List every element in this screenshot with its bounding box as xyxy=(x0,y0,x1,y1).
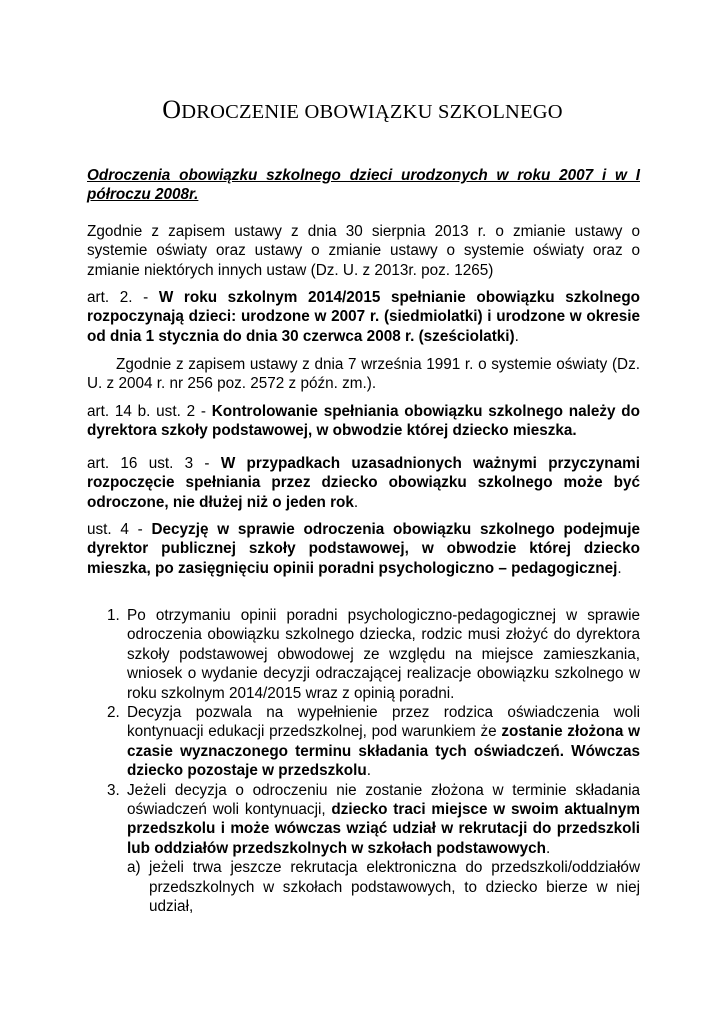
list-item-text: Jeżeli decyzja o odroczeniu nie zostanie złożona w terminie składania oświadczeń woli kontynuacji, xyxy=(127,781,640,819)
title-initial: O xyxy=(162,95,182,124)
list-item xyxy=(87,606,640,703)
art-2-text: W roku szkolnym 2014/2015 spełnianie obowiązku szkolnego rozpoczynają dzieci: urodzone w 2007 r. (siedmiolatki) i urodzone w okresie od dnia 1 stycznia do dnia 30 czerwca 2008 r. (sześciolatki) xyxy=(87,289,641,345)
list-number: 3. xyxy=(107,781,120,799)
art-14b-prefix: art. 14 b. ust. 2 - xyxy=(87,403,212,420)
sub-list-item-text: jeżeli trwa jeszcze rekrutacja elektroniczna do przedszkoli/oddziałów przedszkolnych w szkołach podstawowych, to dziecko bierze w niej udział, xyxy=(149,859,640,916)
list-item-text: Po otrzymaniu opinii poradni psychologiczno-pedagogicznej w sprawie odroczenia obowiązku szkolnego dziecka, rodzic musi złożyć do dyrektora szkoły podstawowej obwodowej ze względu na miejsce zamieszkania, wniosek o wydanie decyzji odraczającej realizacje obowiązku szkolnego w roku szkolnym 2014/2015 wraz z opinią poradni. xyxy=(127,607,640,702)
art-16-text: W przypadkach uzasadnionych ważnymi przyczynami rozpoczęcie spełniania przez dziecko obowiązku szkolnego może być odroczone, nie dłużej niż o jeden rok xyxy=(87,455,641,511)
list-item-suffix: . xyxy=(366,762,371,780)
paragraph-art-14b xyxy=(87,402,640,441)
art-14b-text: Kontrolowanie spełniania obowiązku szkolnego należy do dyrektora szkoły podstawowej, w obwodzie której dziecko mieszka. xyxy=(87,403,640,440)
paragraph-ust-4 xyxy=(87,520,640,578)
list-item-bold-text: zostanie złożona w czasie wyznaczonego terminu składania tych oświadczeń. Wówczas dziecko pozostaje w przedszkolu xyxy=(127,723,640,780)
list-item xyxy=(87,781,640,859)
paragraph-art-16 xyxy=(87,454,640,512)
list-item xyxy=(87,703,640,781)
ust-4-text: Decyzję w sprawie odroczenia obowiązku szkolnego podejmuje dyrektor publicznej szkoły podstawowej, w obwodzie której dziecko mieszka, po zasięgnięciu opinii poradni psychologiczno – pedagogicznej xyxy=(87,521,640,577)
paragraph-law-1991: Zgodnie z zapisem ustawy z dnia 7 września 1991 r. o systemie oświaty (Dz. U. z 2004 r. nr 256 poz. 2572 z późn. zm.). xyxy=(87,356,640,393)
paragraph-art-2 xyxy=(87,288,640,346)
section-subtitle: Odroczenia obowiązku szkolnego dzieci urodzonych w roku 2007 i w I półroczu 2008r. xyxy=(87,167,640,203)
sub-list-letter: a) xyxy=(127,859,141,877)
list-item-bold-text: dziecko traci miejsce w swoim aktualnym przedszkolu i może wówczas wziąć udział w rekrutacji do przedszkoli lub oddziałów przedszkolnych w szkołach podstawowych xyxy=(127,801,640,857)
paragraph-law-2013: Zgodnie z zapisem ustawy z dnia 30 sierpnia 2013 r. o zmianie ustawy o systemie oświaty oraz ustawy o zmianie ustawy o systemie oświaty oraz o zmianie niektórych innych ustaw (Dz. U. z 2013r. poz. 1265) xyxy=(87,223,640,279)
ust-4-prefix: ust. 4 - xyxy=(87,521,152,538)
art-16-prefix: art. 16 ust. 3 - xyxy=(87,455,221,472)
list-item-suffix: . xyxy=(546,839,551,857)
title-rest: DROCZENIE OBOWIĄZKU SZKOLNEGO xyxy=(181,101,563,123)
list-number: 2. xyxy=(107,704,120,722)
ust-4-suffix: . xyxy=(617,559,622,577)
list-number: 1. xyxy=(107,607,120,624)
art-16-suffix: . xyxy=(353,493,359,511)
page-title xyxy=(0,95,725,124)
sub-list-item xyxy=(87,858,640,916)
art-2-prefix: art. 2. - xyxy=(87,289,159,306)
list-item-text: Decyzja pozwala na wypełnienie przez rodzica oświadczenia woli kontynuacji edukacji przedszkolnej, pod warunkiem że xyxy=(127,704,640,741)
art-2-suffix: . xyxy=(514,327,519,345)
numbered-list xyxy=(87,606,640,917)
